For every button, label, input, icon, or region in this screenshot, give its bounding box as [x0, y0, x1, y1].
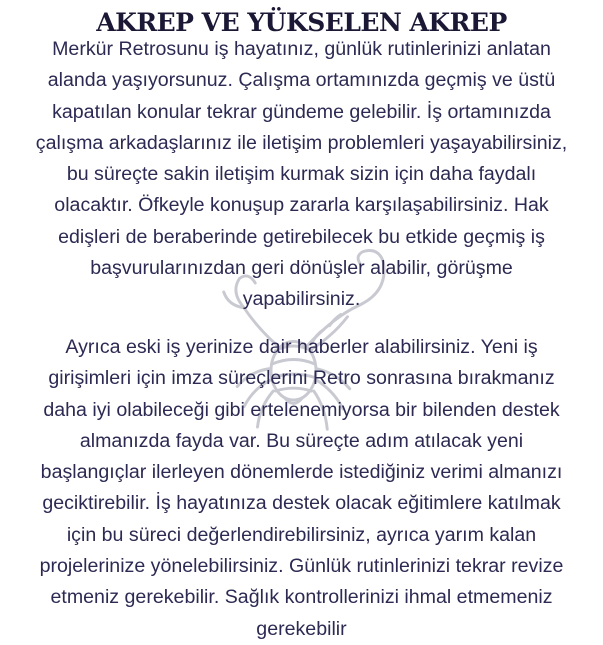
paragraph-line: etmeniz gerekebilir. Sağlık kontrollerinizi ihmal etmemeniz: [50, 586, 553, 609]
page-title: AKREP VE YÜKSELEN AKREP: [96, 8, 507, 37]
paragraph-line: başlangıçlar ilerleyen dönemlerde istediğiniz verimi almanızı: [40, 461, 563, 484]
paragraph-line: olacaktır. Öfkeyle konuşup zararla karşılaşabilirsiniz. Hak: [54, 194, 549, 217]
paragraph-line: geciktirebilir. İş hayatınıza destek olacak eğitimlere katılmak: [42, 492, 561, 515]
paragraph-line: daha iyi olabileceği gibi ertelenemiyorsa bir bilenden destek: [43, 398, 560, 421]
paragraph-line: Merkür Retrosunu iş hayatınız, günlük rutinlerinizi anlatan: [52, 38, 551, 60]
paragraph-line: yapabilirsiniz.: [242, 288, 361, 311]
paragraph-line: bu süreçte sakin iletişim kurmak sizin için daha faydalı: [66, 163, 537, 186]
paragraph-line: çalışma arkadaşlarınız ile iletişim problemleri yaşayabilirsiniz,: [35, 131, 568, 154]
paragraph-line: projelerinize yönelebilirsiniz. Günlük rutinlerinizi tekrar revize: [39, 555, 564, 578]
paragraph-line: girişimleri için imza süreçlerini Retro sonrasına bırakmanız: [48, 367, 555, 390]
body-paragraph-2: [6, 332, 597, 645]
paragraph-line: almanızda fayda var. Bu süreçte adım atılacak yeni: [79, 429, 524, 452]
body-paragraph-1: [6, 34, 597, 316]
paragraph-line: edişleri de beraberinde getirebilecek bu etkide geçmiş iş: [58, 225, 545, 248]
paragraph-line: gerekebilir: [256, 617, 347, 640]
paragraph-line: için bu süreci değerlendirebilirsiniz, ayrıca yarım kalan: [66, 523, 537, 546]
paragraph-line: alanda yaşıyorsunuz. Çalışma ortamınızda geçmiş ve üstü: [47, 69, 556, 92]
paragraph-line: Ayrıca eski iş yerinize dair haberler alabilirsiniz. Yeni iş: [65, 336, 538, 358]
paragraph-line: başvurularınızdan geri dönüşler alabilir, görüşme: [90, 257, 513, 280]
paragraph-line: kapatılan konular tekrar gündeme gelebilir. İş ortamınızda: [52, 100, 551, 123]
